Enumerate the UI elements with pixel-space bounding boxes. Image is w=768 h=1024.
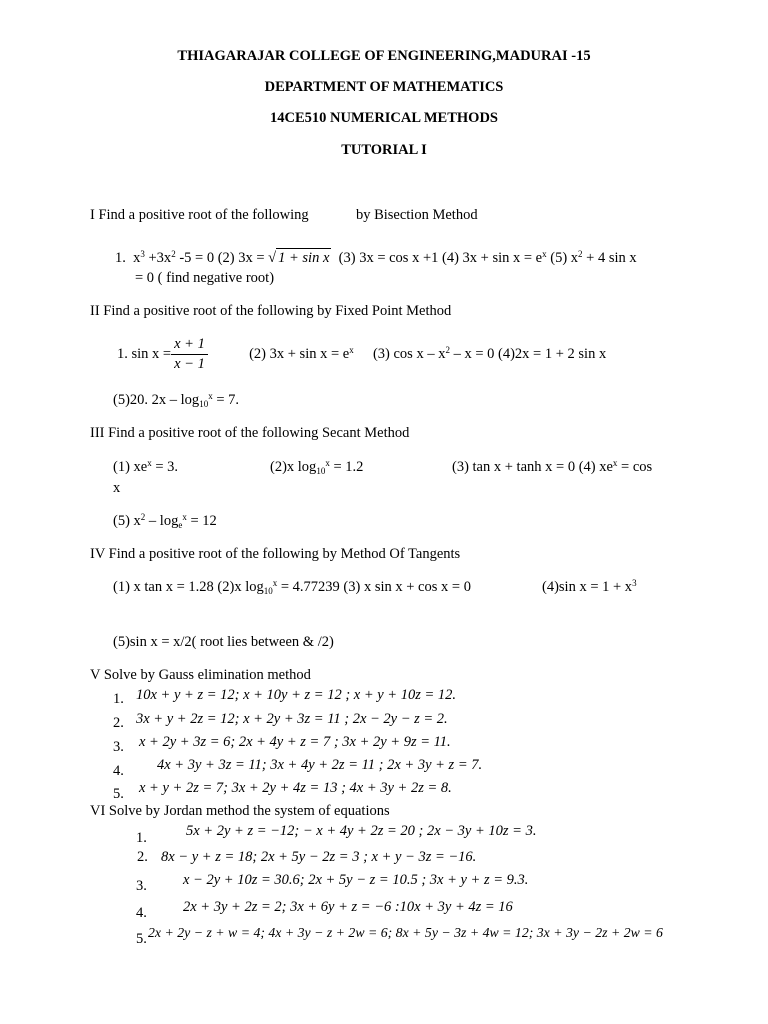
college-title: THIAGARAJAR COLLEGE OF ENGINEERING,MADURAI -15 [177,48,591,64]
equation: 1. sin x = [117,345,172,362]
equation: 2x + 2y − z + w = 4; 4x + 3y − z + 2w = 6; 8x + 5y − 3z + 4w = 12; 3x + 3y − 2z + 2w = 6 [148,925,663,940]
department-title: DEPARTMENT OF MATHEMATICS [264,79,504,95]
section-5-heading: V Solve by Gauss elimination method [90,667,311,683]
equation: (1) $xe^x = 3$. [113,458,179,475]
section-1-heading-text: I Find a positive root of the following [90,207,309,223]
equation: (1) x tan x = 1.28 (2)x $\log_{10}^x = 4.77239$ (3) x sin x + cos x = 0 [113,578,471,596]
equation: 2x + 3y + 2z = 2; 3x + 6y + z = −6 :10x + 3y + 4z = 16 [183,899,513,915]
list-item [113,716,124,731]
equation: x − 2y + 10z = 30.6; 2x + 5y − z = 10.5 ; 3x + y + z = 9.3. [183,872,529,888]
section-3-heading: III Find a positive root of the following Secant Method [90,425,410,441]
equation: 5x + 2y + z = −12; − x + 4y + 2z = 20 ; 2x − 3y + 10z = 3. [186,823,537,839]
equation: (2)x $\log_{10}^x = 1.2$ [270,458,364,476]
tutorial-title: TUTORIAL I [341,142,427,158]
item-number: 1. [136,830,147,846]
item-number: 1. [115,250,126,266]
item-number: 2. [137,849,148,865]
radical: 1 + sin x [278,250,330,266]
item-number: 3. [136,878,147,894]
item-number: 1. [113,691,124,707]
section-1-problem-line-2: = 0 ( find negative root) [135,270,275,286]
section-4-heading: IV Find a positive root of the following by Method Of Tangents [90,546,461,562]
item-number: 2. [113,715,124,731]
list-item [136,932,147,947]
equation: (4)sin $x = 1 + x^3$ [542,578,637,595]
equation: x + y + 2z = 7; 3x + 2y + 4z = 13 ; 4x + 3y + 2z = 8. [139,780,452,796]
list-item [136,879,147,894]
section-1-heading [90,208,478,223]
list-item [136,831,147,846]
equation: 3x + y + 2z = 12; x + 2y + 3z = 11 ; 2x − 2y − z = 2. [136,711,448,727]
equation: (5)sin x = x/2( root lies between & /2) [113,634,334,650]
equation: $x^3 +3x^2$ -5 = 0 (2) 3x = √ 1 + sin x (3) 3x = cos x +1 (4) $3x + \sin x = e^x$ (5) $x^2 + 4$ sin x [133,249,637,266]
list-item [137,850,148,865]
section-1-problem-line [115,251,637,266]
item-number: 3. [113,739,124,755]
equation: 10x + y + z = 12; x + 10y + z = 12 ; x + y + 10z = 12. [136,687,457,703]
item-number: 5. [113,786,124,802]
item-number: 5. [136,931,147,947]
item-number: 4. [136,905,147,921]
course-title: 14CE510 NUMERICAL METHODS [270,110,498,126]
equation: 8x − y + z = 18; 2x + 5y − 2z = 3 ; x + y − 3z = −16. [161,849,477,865]
equation: (3) $\cos x - x^2 - x = 0$ (4)2x = 1 + 2 sin x [372,344,607,362]
list-item [113,787,124,802]
equation: (5) $x^2 - \log_e^x = 12$ [113,512,217,530]
equation: 4x + 3y + 3z = 11; 3x + 4y + 2z = 11 ; 2x + 3y + z = 7. [157,757,483,773]
equation: x + 2y + 3z = 6; 2x + 4y + z = 7 ; 3x + 2y + 9z = 11. [139,734,451,750]
section-1-method: by Bisection Method [355,207,478,223]
equation-wrap: x [113,480,121,496]
list-item [113,740,124,755]
equation: (3) tan x + tanh x = 0 (4) $xe^x = \cos$ [452,458,653,475]
item-number: 4. [113,763,124,779]
section-6-heading: VI Solve by Jordan method the system of equations [90,803,390,819]
list-item [136,906,147,921]
section-2-heading: II Find a positive root of the following by Fixed Point Method [90,303,452,319]
equation: (5)20. $2x - \log_{10}^x = 7$. [113,391,239,409]
equation: (2) $3x + \sin x = e^x$ [249,344,354,362]
list-item [113,692,124,707]
section-2-problem-line [117,337,606,371]
list-item [113,764,124,779]
fraction: $\frac{x + 1}{x - 1}$ [171,337,208,371]
